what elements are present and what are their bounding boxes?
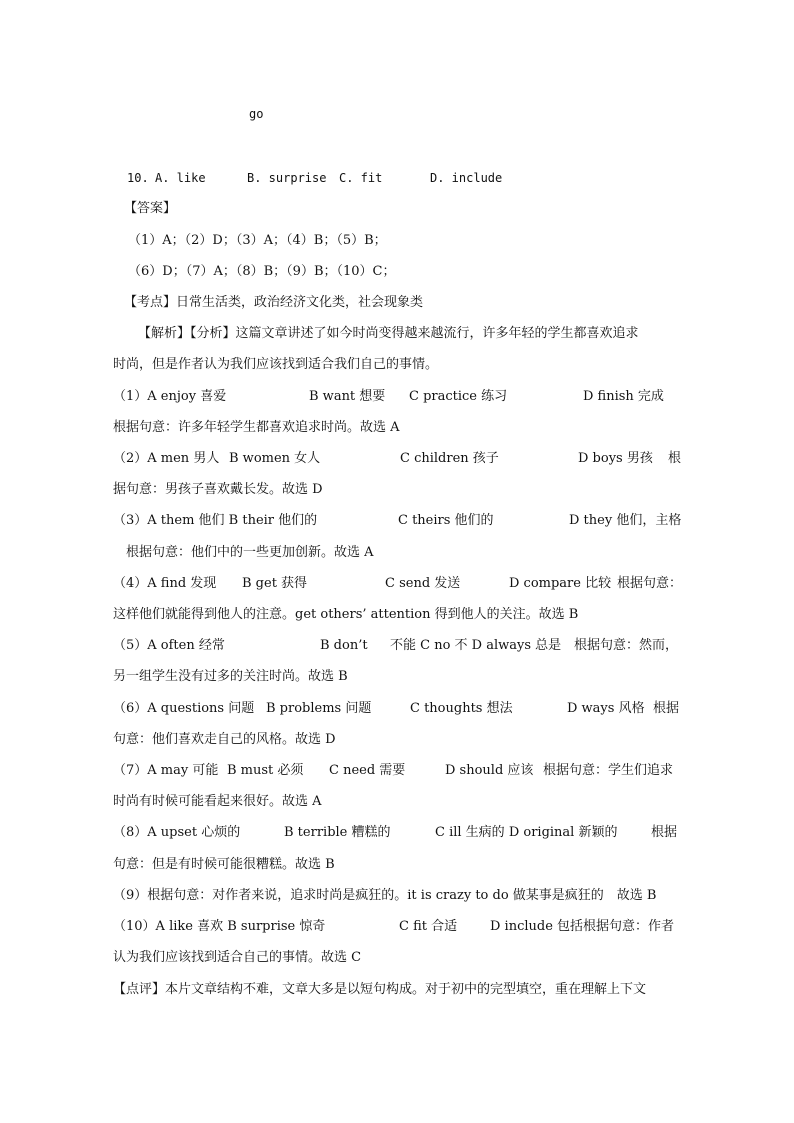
item-7-option-c: C need 需要	[329, 763, 406, 778]
analysis-item-1-basis: 根据句意：许多年轻学生都喜欢追求时尚。故选 A	[113, 420, 400, 435]
item-6-option-c: C thoughts 想法	[410, 701, 513, 716]
prev-option-fragment: go	[249, 107, 264, 121]
question-10-options	[127, 169, 687, 187]
item-6-option-d: D ways 风格	[567, 701, 645, 716]
q10-option-d: D. include	[430, 171, 503, 185]
item-7-option-b: B must 必须	[227, 763, 304, 778]
item-5-continuation: 根据句意：然而，	[574, 638, 679, 653]
analysis-item-7-basis: 时尚有时候可能看起来很好。故选 A	[113, 794, 322, 809]
analysis-item-6	[113, 700, 683, 718]
analysis-item-5	[113, 637, 683, 655]
item-10-option-d: D include 包括根据句意：作者	[490, 919, 675, 934]
item-6-option-a: （6）A questions 问题	[113, 701, 255, 716]
item-8-option-b: B terrible 糟糕的	[284, 825, 391, 840]
analysis-item-10	[113, 918, 683, 936]
analysis-line-1: 【解析】【分析】这篇文章讲述了如今时尚变得越来越流行，许多年轻的学生都喜欢追求	[138, 326, 639, 341]
analysis-item-3-basis: 根据句意：他们中的一些更加创新。故选 A	[126, 545, 374, 560]
item-3-option-d: D they 他们，主格	[569, 513, 682, 528]
item-2-option-a: （2）A men 男人	[113, 451, 220, 466]
analysis-item-10-basis: 认为我们应该找到适合自己的事情。故选 C	[113, 950, 362, 965]
item-5-option-a: （5）A often 经常	[113, 638, 225, 653]
q10-option-a: A. like	[155, 171, 206, 185]
item-3-options-ab: （3）A them 他们 B their 他们的	[113, 513, 318, 528]
analysis-item-2	[113, 450, 683, 468]
item-6-option-b: B problems 问题	[266, 701, 372, 716]
item-1-option-a: （1）A enjoy 喜爱	[113, 389, 227, 404]
item-7-option-d: D should 应该	[445, 763, 534, 778]
item-2-continuation: 根	[668, 451, 682, 466]
item-7-continuation: 根据句意：学生们追求	[543, 763, 674, 778]
item-1-option-b: B want 想要	[309, 389, 386, 404]
analysis-item-2-basis: 据句意：男孩子喜欢戴长发。故选 D	[113, 482, 323, 497]
item-4-option-c: C send 发送	[385, 576, 461, 591]
answers-row-2: （6）D；（7）A；（8）B；（9）B；（10）C；	[128, 264, 396, 279]
item-4-option-b: B get 获得	[242, 576, 308, 591]
answer-heading: 【答案】	[124, 201, 177, 216]
item-10-options-ab: （10）A like 喜欢 B surprise 惊奇	[113, 919, 326, 934]
analysis-item-1	[113, 388, 683, 406]
item-1-option-c: C practice 练习	[409, 389, 508, 404]
item-5-option-b: B don’t	[320, 638, 368, 653]
analysis-item-4	[113, 575, 683, 593]
item-2-option-c: C children 孩子	[400, 451, 499, 466]
item-2-option-d: D boys 男孩	[578, 451, 653, 466]
item-1-option-d: D finish 完成	[583, 389, 664, 404]
analysis-item-4-basis: 这样他们就能得到他人的注意。get others’ attention 得到他人的关注。故选 B	[113, 607, 579, 622]
analysis-item-3	[113, 512, 683, 530]
dianping-line: 【点评】本片文章结构不难，文章大多是以短句构成。对于初中的完型填空，重在理解上下文	[113, 982, 647, 997]
kaodian-line: 【考点】日常生活类，政治经济文化类，社会现象类	[124, 295, 424, 310]
analysis-item-5-basis: 另一组学生没有过多的关注时尚。故选 B	[113, 669, 348, 684]
item-4-option-a: （4）A find 发现	[113, 576, 217, 591]
analysis-line-2: 时尚，但是作者认为我们应该找到适合我们自己的事情。	[113, 357, 439, 372]
q10-number: 10.	[127, 171, 149, 185]
analysis-item-7	[113, 762, 683, 780]
item-3-option-c: C theirs 他们的	[398, 513, 494, 528]
analysis-item-8-basis: 句意：但是有时候可能很糟糕。故选 B	[113, 857, 335, 872]
analysis-item-8	[113, 824, 683, 842]
item-7-option-a: （7）A may 可能	[113, 763, 219, 778]
item-8-options-cd: C ill 生病的 D original 新颖的	[435, 825, 618, 840]
q10-option-b: B. surprise	[247, 171, 327, 185]
item-2-option-b: B women 女人	[229, 451, 321, 466]
item-6-continuation: 根据	[653, 701, 680, 716]
analysis-item-9: （9）根据句意：对作者来说，追求时尚是疯狂的。it is crazy to do 做某事是疯狂的 故选 B	[113, 888, 657, 903]
item-8-option-a: （8）A upset 心烦的	[113, 825, 241, 840]
item-5-options-cd: 不能 C no 不 D always 总是	[390, 638, 562, 653]
item-8-continuation: 根据	[651, 825, 678, 840]
item-4-option-d: D compare 比较	[509, 576, 612, 591]
item-10-option-c: C fit 合适	[399, 919, 458, 934]
q10-option-c: C. fit	[339, 171, 383, 185]
analysis-item-6-basis: 句意：他们喜欢走自己的风格。故选 D	[113, 732, 336, 747]
item-4-continuation: 根据句意：	[617, 576, 683, 591]
answers-row-1: （1）A；（2）D；（3）A；（4）B；（5）B；	[128, 233, 387, 248]
